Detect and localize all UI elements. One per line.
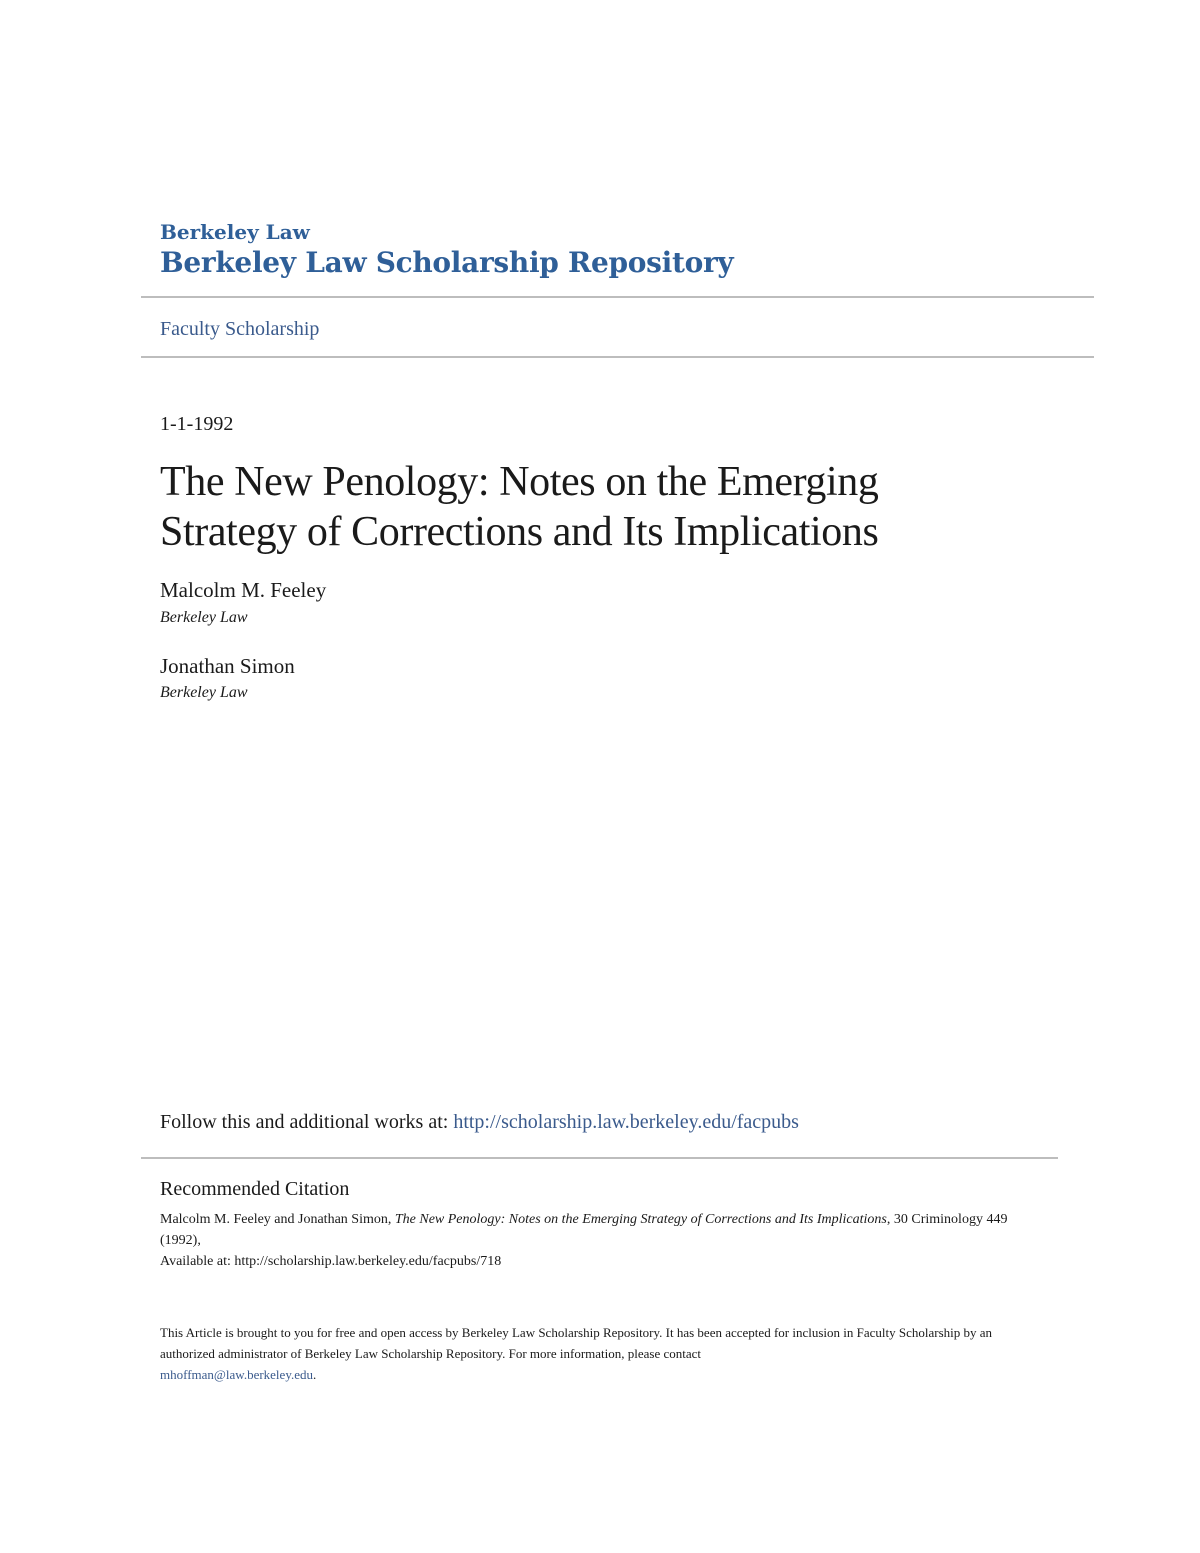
publication-date: 1-1-1992 xyxy=(160,413,234,435)
author-name: Jonathan Simon xyxy=(160,654,295,678)
author-affiliation: Berkeley Law xyxy=(160,609,248,626)
contact-email-link[interactable]: mhoffman@law.berkeley.edu xyxy=(160,1367,313,1382)
recommended-citation-heading: Recommended Citation xyxy=(160,1178,350,1200)
article-title: The New Penology: Notes on the Emerging Strategy of Corrections and Its Implications xyxy=(160,459,879,555)
institution-name[interactable]: Berkeley Law xyxy=(160,220,310,244)
citation-title: The New Penology: Notes on the Emerging Strategy of Corrections and Its Implications xyxy=(394,1212,887,1227)
citation-text xyxy=(160,1209,1020,1272)
author-name: Malcolm M. Feeley xyxy=(160,578,327,602)
available-at-label: Available at: xyxy=(160,1254,231,1269)
author-affiliation: Berkeley Law xyxy=(160,684,248,701)
collection-link[interactable]: Faculty Scholarship xyxy=(160,318,320,340)
header-divider-bottom xyxy=(141,356,1094,358)
repository-name[interactable]: Berkeley Law Scholarship Repository xyxy=(160,246,734,279)
notice-trailing: . xyxy=(313,1367,317,1382)
follow-label: Follow this and additional works at: xyxy=(160,1111,449,1133)
open-access-notice xyxy=(160,1322,1000,1385)
available-at-url[interactable]: http://scholarship.law.berkeley.edu/facpubs/718 xyxy=(234,1254,502,1269)
follow-url-link[interactable]: http://scholarship.law.berkeley.edu/facpubs xyxy=(453,1111,799,1133)
notice-text: This Article is brought to you for free and open access by Berkeley Law Scholarship Repository. It has been accepted for inclusion in Faculty Scholarship by an authorized administrator of Berkeley Law Scholarship Repository. For more information, please contact xyxy=(160,1325,993,1361)
follow-line xyxy=(160,1109,799,1135)
citation-authors: Malcolm M. Feeley and Jonathan Simon, xyxy=(160,1212,392,1227)
citation-source: , 30 Criminology 449 (1992), xyxy=(160,1212,1008,1248)
header-divider-top xyxy=(141,296,1094,298)
citation-divider xyxy=(141,1157,1058,1159)
